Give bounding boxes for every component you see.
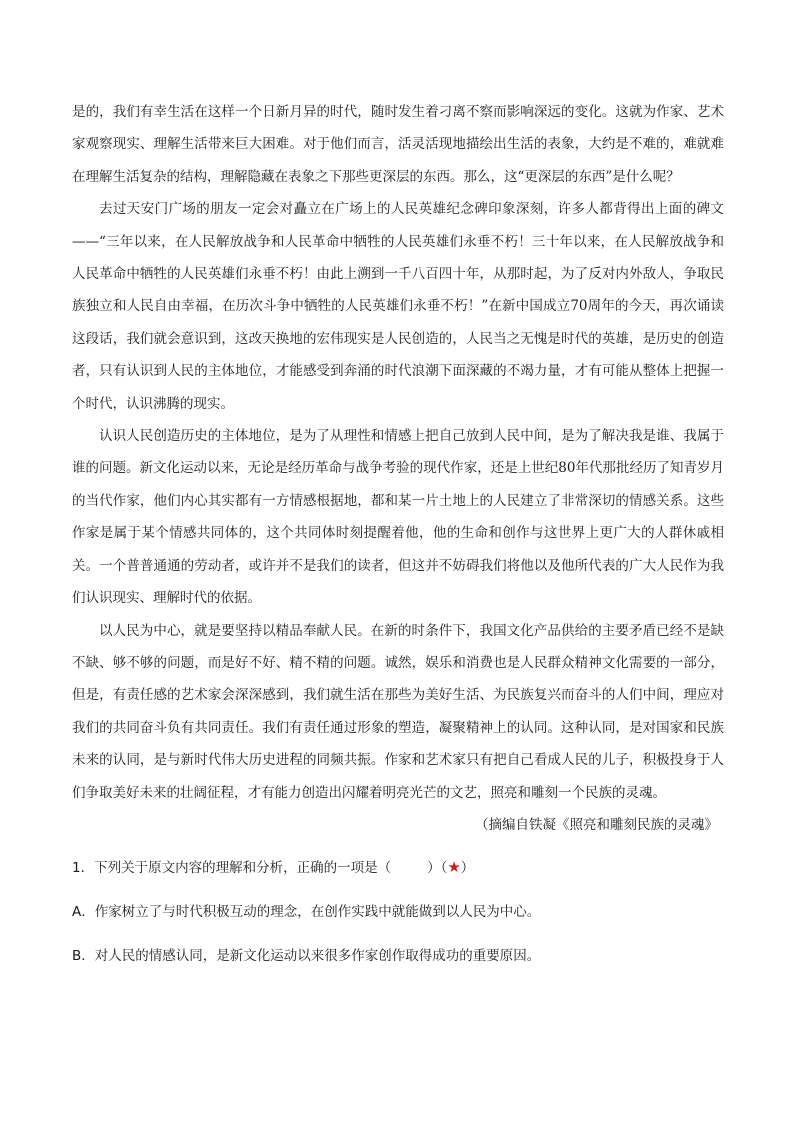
- question-1-suffix-close: ）: [460, 859, 475, 876]
- document-page: [72, 96, 724, 968]
- passage-paragraph-1: 是的，我们有幸生活在这样一个日新月异的时代，随时发生着刁离不察而影响深远的变化。这就为作家、艺术家观察现实、理解生活带来巨大困难。对于他们而言，活灵活现地描绘出生活的表象，大约是不难的，难就难在理解生活复杂的结构，理解隐藏在表象之下那些更深层的东西。那么，这“更深层的东西”是什么呢？: [72, 104, 724, 185]
- passage-paragraph-2: 去过天安门广场的朋友一定会对矗立在广场上的人民英雄纪念碑印象深刻，许多人都背得出上面的碑文——“三年以来，在人民解放战争和人民革命中牺牲的人民英雄们永垂不朽！三十年以来，在人民解放战争和人民革命中牺牲的人民英雄们永垂不朽！由此上溯到一千八百四十年，从那时起，为了反对内外敌人，争取民族独立和人民自由幸福，在历次斗争中牺牲的人民英雄们永垂不朽！”在新中国成立70周年的今天，再次诵读这段话，我们就会意识到，这改天换地的宏伟现实是人民创造的，人民当之无愧是时代的英雄，是历史的创造者，只有认识到人民的主体地位，才能感受到奔涌的时代浪潮下面深藏的不竭力量，才有可能从整体上把握一个时代，认识沸腾的现实。: [72, 201, 724, 412]
- passage-source: （摘编自铁凝《照亮和雕刻民族的灵魂》: [475, 816, 718, 833]
- difficulty-star-icon: ★: [447, 857, 461, 876]
- question-1-prefix: 1．下列关于原文内容的理解和分析，正确的一项是（: [72, 859, 392, 876]
- option-b: B．对人民的情感认同，是新文化运动以来很多作家创作取得成功的重要原因。: [72, 947, 541, 964]
- question-1-suffix-open: ）（: [427, 859, 448, 876]
- passage-paragraph-3: 认识人民创造历史的主体地位，是为了从理性和情感上把自己放到人民中间，是为了解决我是谁、我属于谁的问题。新文化运动以来，无论是经历革命与战争考验的现代作家，还是上世纪80年代那批经历了知青岁月的当代作家，他们内心其实都有一方情感根据地，都和某一片土地上的人民建立了非常深切的情感关系。这些作家是属于某个情感共同体的，这个共同体时刻提醒着他，他的生命和创作与这世界上更广大的人群休戚相关。一个普普通通的劳动者，或许并不是我们的读者，但这并不妨碍我们将他以及他所代表的广大人民作为我们认识现实、理解时代的依据。: [72, 428, 724, 607]
- option-a: A．作家树立了与时代积极互动的理念，在创作实践中就能做到以人民为中心。: [72, 903, 541, 920]
- passage-paragraph-4: 以人民为中心，就是要坚持以精品奉献人民。在新的时条件下，我国文化产品供给的主要矛盾已经不是缺不缺、够不够的问题，而是好不好、精不精的问题。诚然，娱乐和消费也是人民群众精神文化需要的一部分，但是，有责任感的艺术家会深深感到，我们就生活在那些为美好生活、为民族复兴而奋斗的人们中间，理应对我们的共同奋斗负有共同责任。我们有责任通过形象的塑造，凝聚精神上的认同。这种认同，是对国家和民族未来的认同，是与新时代伟大历史进程的同频共振。作家和艺术家只有把自己看成人民的儿子，积极投身于人们争取美好未来的壮阔征程，才有能力创造出闪耀着明亮光芒的文艺，照亮和雕刻一个民族的灵魂。: [72, 622, 724, 801]
- question-1-stem: [72, 855, 724, 880]
